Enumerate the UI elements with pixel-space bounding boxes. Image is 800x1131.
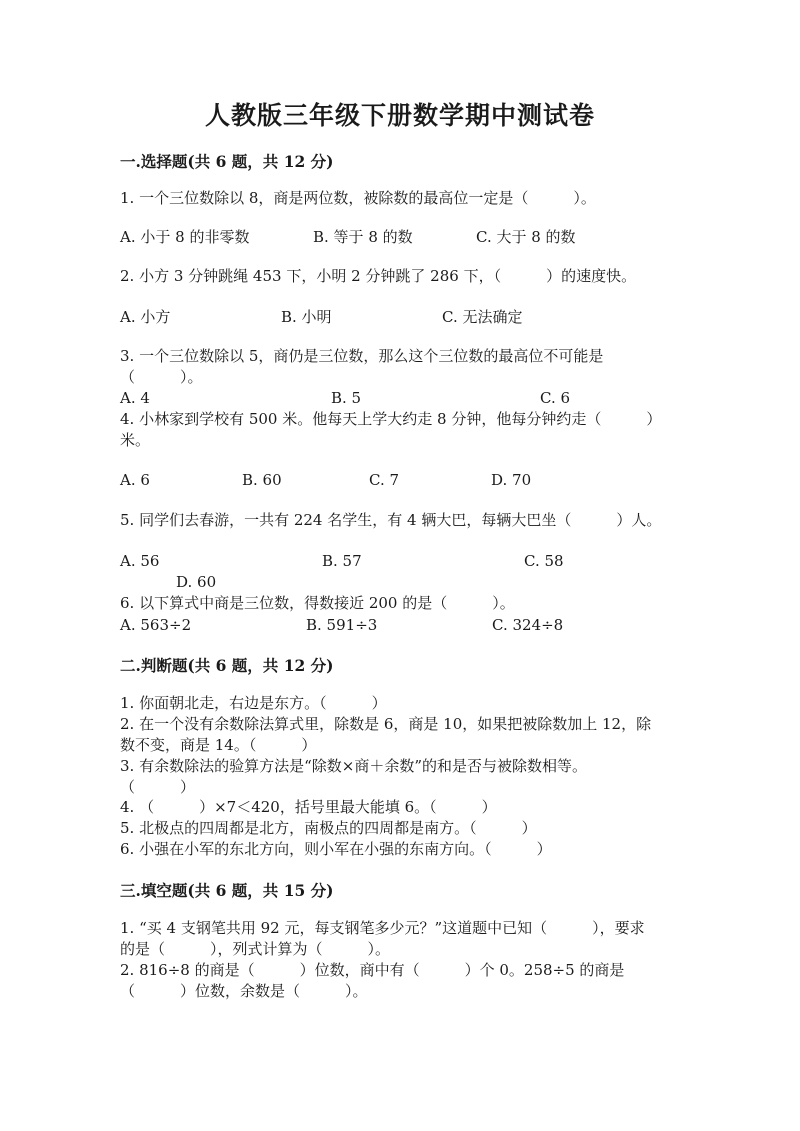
q6-option-c: C. 324÷8 <box>492 616 564 634</box>
question-1: 1. 一个三位数除以 8，商是两位数，被除数的最高位一定是（ ）。 <box>120 189 596 207</box>
q3-option-c: C. 6 <box>540 389 571 407</box>
judgement-line-3: 数不变，商是 14。（ ） <box>120 736 317 754</box>
q4-option-b: B. 60 <box>242 471 282 489</box>
question-3-line-1: 3. 一个三位数除以 5，商仍是三位数，那么这个三位数的最高位不可能是 <box>120 347 604 365</box>
q6-option-a: A. 563÷2 <box>120 616 192 634</box>
q1-option-b: B. 等于 8 的数 <box>313 228 413 246</box>
q4-option-c: C. 7 <box>369 471 400 489</box>
question-4-line-2: 米。 <box>120 431 151 449</box>
q5-option-d: D. 60 <box>176 573 217 591</box>
judgement-line-8: 6. 小强在小军的东北方向，则小军在小强的东南方向。（ ） <box>120 840 552 858</box>
q2-option-c: C. 无法确定 <box>442 308 523 326</box>
fill-line-2: 的是（ ），列式计算为（ ）。 <box>120 940 391 958</box>
q1-option-a: A. 小于 8 的非零数 <box>120 228 250 246</box>
q5-option-b: B. 57 <box>322 552 362 570</box>
question-2: 2. 小方 3 分钟跳绳 453 下，小明 2 分钟跳了 286 下，（ ）的速度快。 <box>120 267 637 285</box>
question-5: 5. 同学们去春游，一共有 224 名学生，有 4 辆大巴，每辆大巴坐（ ）人。 <box>120 511 662 529</box>
judgement-line-7: 5. 北极点的四周都是北方，南极点的四周都是南方。（ ） <box>120 819 537 837</box>
question-4-line-1: 4. 小林家到学校有 500 米。他每天上学大约走 8 分钟，他每分钟约走（ ） <box>120 410 662 428</box>
page-title: 人教版三年级下册数学期中测试卷 <box>204 101 595 130</box>
section-heading-choice: 一.选择题(共 6 题，共 12 分) <box>120 152 334 171</box>
judgement-line-2: 2. 在一个没有余数除法算式里，除数是 6，商是 10，如果把被除数加上 12，除 <box>120 715 652 733</box>
fill-line-1: 1. “买 4 支钢笔共用 92 元，每支钢笔多少元？”这道题中已知（ ），要求 <box>120 919 645 937</box>
q4-option-d: D. 70 <box>491 471 532 489</box>
q1-option-c: C. 大于 8 的数 <box>476 228 576 246</box>
q3-option-a: A. 4 <box>120 389 150 407</box>
q2-option-a: A. 小方 <box>120 308 171 326</box>
judgement-line-4: 3. 有余数除法的验算方法是“除数×商＋余数”的和是否与被除数相等。 <box>120 757 587 775</box>
q4-option-a: A. 6 <box>120 471 150 489</box>
q5-option-a: A. 56 <box>120 552 160 570</box>
q2-option-b: B. 小明 <box>281 308 332 326</box>
section-heading-judgement: 二.判断题(共 6 题，共 12 分) <box>120 656 334 675</box>
q3-option-b: B. 5 <box>331 389 362 407</box>
judgement-line-6: 4. （ ）×7＜420，括号里最大能填 6。（ ） <box>120 798 497 816</box>
question-6: 6. 以下算式中商是三位数，得数接近 200 的是（ ）。 <box>120 594 515 612</box>
q6-option-b: B. 591÷3 <box>306 616 378 634</box>
judgement-line-5: （ ） <box>120 778 196 796</box>
q5-option-c: C. 58 <box>524 552 564 570</box>
fill-line-4: （ ）位数，余数是（ ）。 <box>120 982 368 1000</box>
section-heading-fill-blank: 三.填空题(共 6 题，共 15 分) <box>120 881 334 900</box>
question-3-line-2: （ ）。 <box>120 368 203 386</box>
fill-line-3: 2. 816÷8 的商是（ ）位数，商中有（ ）个 0。258÷5 的商是 <box>120 961 625 979</box>
judgement-line-1: 1. 你面朝北走，右边是东方。（ ） <box>120 694 387 712</box>
